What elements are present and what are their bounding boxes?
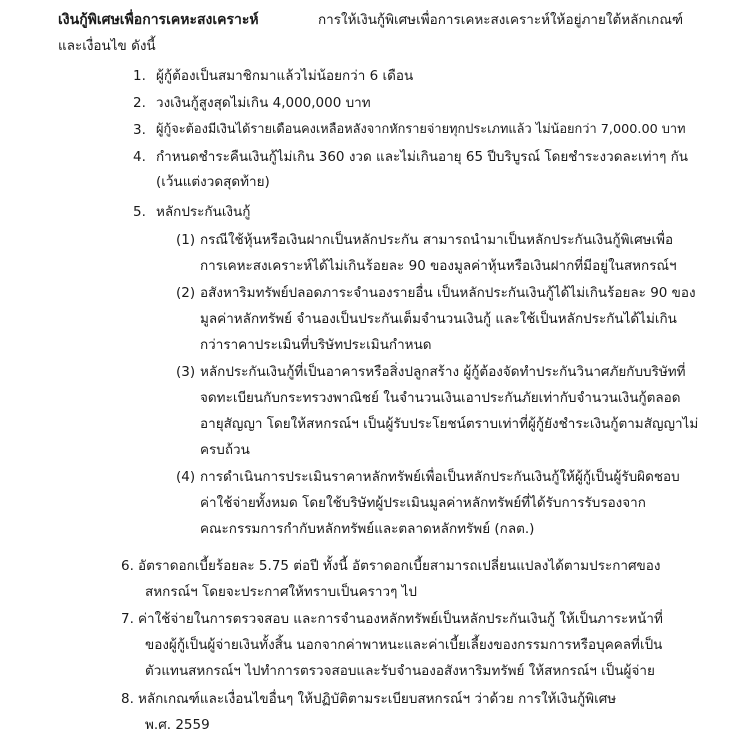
intro-text: การให้เงินกู้พิเศษเพื่อการเคหะสงเคราะห์ให้อยู่ภายใต้หลักเกณฑ์ (318, 12, 684, 28)
list-item: ผู้กู้จะต้องมีเงินได้รายเดือนคงเหลือหลังจากหักรายจ่ายทุกประเภทแล้ว ไม่น้อยกว่า 7,000.00 บาท (156, 122, 686, 137)
list-item-number: 4. (133, 149, 146, 165)
list-item: หลักประกันเงินกู้ (156, 204, 251, 220)
sub-item: หลักประกันเงินกู้ที่เป็นอาคารหรือสิ่งปลูกสร้าง ผู้กู้ต้องจัดทำประกันวินาศภัยกับบริษัทที่ (200, 364, 686, 380)
sub-item-cont: จดทะเบียนกับกระทรวงพาณิชย์ ในจำนวนเงินเอาประกันภัยเท่ากับจำนวนเงินกู้ตลอด (200, 390, 681, 406)
list-item-number: 8. (121, 691, 134, 707)
list-item: อัตราดอกเบี้ยร้อยละ 5.75 ต่อปี ทั้งนี้ อัตราดอกเบี้ยสามารถเปลี่ยนแปลงได้ตามประกาศของ (138, 558, 661, 574)
sub-item-cont: ครบถ้วน (200, 442, 250, 458)
list-item: วงเงินกู้สูงสุดไม่เกิน 4,000,000 บาท (156, 95, 371, 111)
sub-item: การดำเนินการประเมินราคาหลักทรัพย์เพื่อเป็นหลักประกันเงินกู้ให้ผู้กู้เป็นผู้รับผิดชอบ (200, 469, 680, 485)
list-item-number: 5. (133, 204, 146, 220)
sub-item-number: (4) (176, 469, 196, 485)
sub-item-cont: กว่าราคาประเมินที่บริษัทประเมินกำหนด (200, 337, 432, 353)
list-item: กำหนดชำระคืนเงินกู้ไม่เกิน 360 งวด และไม่เกินอายุ 65 ปีบริบูรณ์ โดยชำระงวดละเท่าๆ กัน (156, 149, 689, 165)
list-item-cont: สหกรณ์ฯ โดยจะประกาศให้ทราบเป็นคราวๆ ไป (145, 584, 417, 600)
list-item-cont: (เว้นแต่งวดสุดท้าย) (156, 174, 270, 190)
sub-item-cont: อายุสัญญา โดยให้สหกรณ์ฯ เป็นผู้รับประโยชน์ตราบเท่าที่ผู้กู้ยังชำระเงินกู้ตามสัญญาไม่ (200, 416, 699, 432)
sub-item-number: (1) (176, 232, 196, 248)
list-item-number: 7. (121, 611, 134, 627)
list-item-number: 1. (133, 68, 146, 84)
sub-item-cont: คณะกรรมการกำกับหลักทรัพย์และตลาดหลักทรัพย์ (กลต.) (200, 521, 535, 537)
list-item-number: 2. (133, 95, 146, 111)
sub-item-cont: มูลค่าหลักทรัพย์ จำนองเป็นประกันเต็มจำนวนเงินกู้ และใช้เป็นหลักประกันได้ไม่เกิน (200, 311, 677, 327)
sub-item: กรณีใช้หุ้นหรือเงินฝากเป็นหลักประกัน สามารถนำมาเป็นหลักประกันเงินกู้พิเศษเพื่อ (200, 232, 674, 248)
intro-text-cont: และเงื่อนไข ดังนี้ (58, 38, 156, 54)
sub-item-cont: การเคหะสงเคราะห์ได้ไม่เกินร้อยละ 90 ของมูลค่าหุ้นหรือเงินฝากที่มีอยู่ในสหกรณ์ฯ (200, 258, 677, 274)
list-item: ผู้กู้ต้องเป็นสมาชิกมาแล้วไม่น้อยกว่า 6 เดือน (156, 68, 414, 84)
list-item-cont: ของผู้กู้เป็นผู้จ่ายเงินทั้งสิ้น นอกจากค่าพาหนะและค่าเบี้ยเลี้ยงของกรรมการหรือบุคคลที่เป็น (145, 637, 663, 653)
sub-item: อสังหาริมทรัพย์ปลอดภาระจำนองรายอื่น เป็นหลักประกันเงินกู้ได้ไม่เกินร้อยละ 90 ของ (200, 285, 696, 301)
list-item-cont: พ.ศ. 2559 (145, 717, 210, 733)
list-item: หลักเกณฑ์และเงื่อนไขอื่นๆ ให้ปฏิบัติตามระเบียบสหกรณ์ฯ ว่าด้วย การให้เงินกู้พิเศษ (138, 691, 617, 707)
sub-item-number: (3) (176, 364, 196, 380)
list-item-cont: ตัวแทนสหกรณ์ฯ ไปทำการตรวจสอบและรับจำนองอสังหาริมทรัพย์ ให้สหกรณ์ฯ เป็นผู้จ่าย (145, 663, 655, 679)
sub-item-number: (2) (176, 285, 196, 301)
list-item: ค่าใช้จ่ายในการตรวจสอบ และการจำนองหลักทรัพย์เป็นหลักประกันเงินกู้ ให้เป็นภาระหน้าที่ (138, 611, 663, 627)
sub-item-cont: ค่าใช้จ่ายทั้งหมด โดยใช้บริษัทผู้ประเมินมูลค่าหลักทรัพย์ที่ได้รับการรับรองจาก (200, 495, 646, 511)
document-title: เงินกู้พิเศษเพื่อการเคหะสงเคราะห์ (58, 12, 259, 28)
list-item-number: 6. (121, 558, 134, 574)
list-item-number: 3. (133, 122, 146, 138)
